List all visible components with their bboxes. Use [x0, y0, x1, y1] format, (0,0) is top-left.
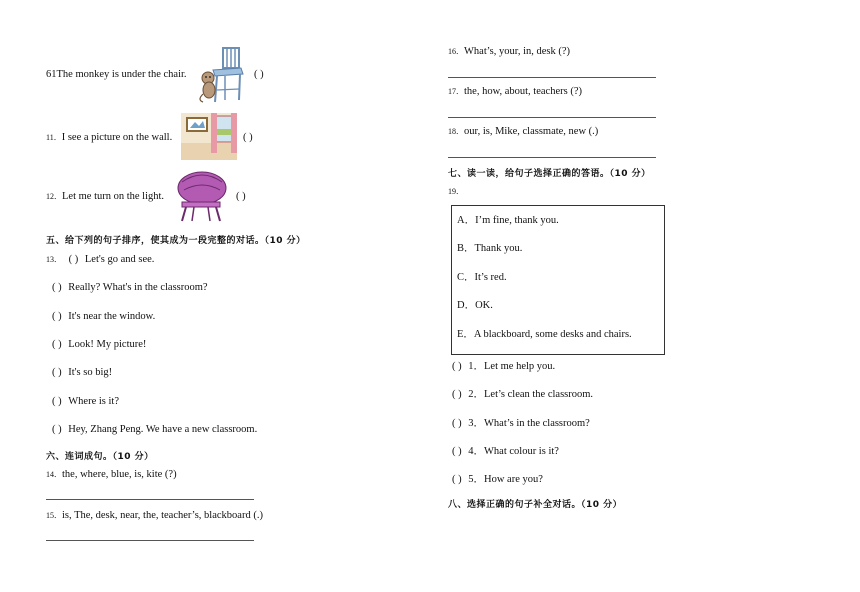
option-a: A．I’m fine, thank you.	[457, 215, 559, 226]
section-5-title: 五、给下列的句子排序，使其成为一段完整的对话。（10 分）	[46, 236, 306, 246]
section-8-title: 八、选择正确的句子补全对话。（10 分）	[448, 500, 623, 510]
dialogue-line: Hey, Zhang Peng. We have a new classroom.	[68, 424, 258, 435]
question-number: 14．	[46, 470, 62, 479]
question-number: 11．	[46, 133, 62, 142]
question-number-19: 19．	[448, 187, 464, 196]
dialogue-line: Look! My picture!	[68, 339, 147, 350]
question-text: is, The, desk, near, the, teacher’s, blackboard (.)	[62, 510, 263, 521]
q13-row-1	[46, 254, 154, 265]
question-12	[46, 191, 164, 202]
dialogue-line: Let's go and see.	[84, 254, 155, 265]
option-e: E．A blackboard, some desks and chairs.	[457, 329, 632, 340]
question-17	[448, 86, 582, 97]
q19-item-3	[452, 415, 590, 430]
dialogue-line: Where is it?	[68, 396, 119, 407]
question-monkey	[46, 69, 187, 80]
answer-paren[interactable]: ( )	[452, 361, 462, 372]
question-number: 13．	[46, 255, 62, 264]
answer-paren[interactable]: ( )	[452, 474, 462, 485]
question-15	[46, 510, 263, 521]
answer-line-18[interactable]	[448, 157, 656, 158]
question-number: 17．	[448, 87, 464, 96]
answer-paren[interactable]: ( )	[52, 311, 62, 322]
section-6-title: 六、连词成句。（10 分）	[46, 452, 154, 462]
q19-item-4	[452, 443, 559, 458]
answer-line-16[interactable]	[448, 77, 656, 78]
answer-paren[interactable]: ( )	[452, 418, 462, 429]
question-text: 2．Let’s clean the classroom.	[468, 389, 594, 400]
question-text: 5．How are you?	[468, 474, 543, 485]
question-text: The monkey is under the chair.	[56, 69, 187, 80]
q19-item-5	[452, 471, 543, 486]
question-number: 12．	[46, 192, 62, 201]
answer-line-15[interactable]	[46, 540, 254, 541]
answer-paren-11[interactable]: ( )	[243, 132, 253, 143]
q19-item-1	[452, 358, 555, 373]
answer-paren[interactable]: ( )	[452, 389, 462, 400]
answer-paren[interactable]: ( )	[52, 282, 62, 293]
answer-paren[interactable]: ( )	[452, 446, 462, 457]
question-18	[448, 126, 598, 137]
answer-paren[interactable]: ( )	[52, 367, 62, 378]
question-16	[448, 46, 570, 57]
question-text: 4．What colour is it?	[468, 446, 559, 457]
picture-on-wall-image	[181, 113, 237, 160]
question-number: 18．	[448, 127, 464, 136]
option-b: B．Thank you.	[457, 243, 523, 254]
q13-row-2	[52, 282, 208, 293]
q13-row-5	[52, 367, 112, 378]
answer-paren[interactable]: ( )	[52, 396, 62, 407]
q19-item-2	[452, 386, 593, 401]
q13-row-6	[52, 396, 119, 407]
dialogue-line: Really? What's in the classroom?	[68, 282, 208, 293]
question-text: the, how, about, teachers (?)	[464, 86, 582, 97]
question-text: 3．What’s in the classroom?	[468, 418, 590, 429]
dialogue-line: It's near the window.	[68, 311, 156, 322]
question-number: 16．	[448, 47, 464, 56]
question-text: the, where, blue, is, kite (?)	[62, 469, 177, 480]
q13-row-4	[52, 339, 146, 350]
option-d: D．OK.	[457, 300, 493, 311]
question-text: What’s, your, in, desk (?)	[464, 46, 571, 57]
question-number: 15．	[46, 511, 62, 520]
answer-paren-12[interactable]: ( )	[236, 191, 246, 202]
question-11	[46, 132, 172, 143]
option-c: C．It’s red.	[457, 272, 507, 283]
dialogue-line: It's so big!	[68, 367, 113, 378]
answer-line-14[interactable]	[46, 499, 254, 500]
question-text: I see a picture on the wall.	[61, 132, 173, 143]
section-7-title: 七、读一读，给句子选择正确的答语。（10 分）	[448, 169, 651, 179]
q13-row-7	[52, 424, 257, 435]
answer-paren[interactable]: ( )	[52, 339, 62, 350]
turn-on-light-image	[172, 166, 230, 222]
answer-paren[interactable]: ( )	[68, 254, 79, 265]
question-number: 61	[46, 69, 57, 80]
q13-row-3	[52, 311, 155, 322]
monkey-under-chair-image	[195, 44, 245, 104]
question-text: our, is, Mike, classmate, new (.)	[464, 126, 599, 137]
question-14	[46, 469, 177, 480]
answer-paren[interactable]: ( )	[52, 424, 62, 435]
answer-paren-monkey[interactable]: ( )	[254, 69, 264, 80]
answer-line-17[interactable]	[448, 117, 656, 118]
question-text: 1．Let me help you.	[468, 361, 556, 372]
question-text: Let me turn on the light.	[62, 191, 165, 202]
